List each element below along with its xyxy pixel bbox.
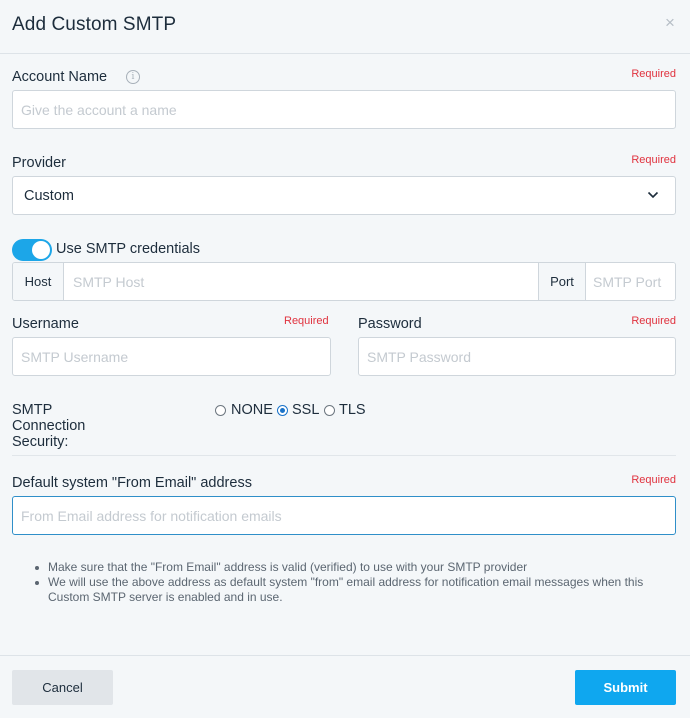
smtp-port-input[interactable] — [586, 263, 675, 300]
from-email-label: Default system "From Email" address — [12, 475, 252, 491]
modal-title: Add Custom SMTP — [12, 14, 177, 35]
provider-label: Provider — [12, 155, 66, 171]
provider-select[interactable] — [12, 176, 676, 215]
radio-tls[interactable] — [324, 405, 335, 416]
smtp-host-input[interactable] — [64, 263, 538, 300]
password-label: Password — [358, 316, 422, 332]
password-input[interactable] — [358, 337, 676, 376]
note-item: Make sure that the "From Email" address is valid (verified) to use with your SMTP provider — [48, 560, 678, 575]
username-label: Username — [12, 316, 79, 332]
port-addon-label: Port — [538, 263, 586, 300]
password-required: Required — [631, 315, 676, 327]
help-notes — [48, 560, 678, 605]
toggle-knob — [32, 241, 50, 259]
provider-required: Required — [631, 154, 676, 166]
provider-selected-value: Custom — [24, 188, 74, 204]
modal-header — [0, 0, 690, 54]
cancel-button[interactable]: Cancel — [12, 670, 113, 705]
submit-button[interactable]: Submit — [575, 670, 676, 705]
section-divider — [12, 455, 676, 456]
info-icon[interactable]: i — [126, 70, 140, 84]
chevron-down-icon — [647, 189, 659, 201]
note-item: We will use the above address as default system "from" email address for notification email messages when this Custom SMTP server is enabled and in use. — [48, 575, 678, 605]
smtp-credentials-label: Use SMTP credentials — [56, 241, 200, 257]
host-addon-label: Host — [13, 263, 64, 300]
radio-none[interactable] — [215, 405, 226, 416]
modal-footer — [0, 655, 690, 718]
from-email-required: Required — [631, 474, 676, 486]
radio-tls-label[interactable]: TLS — [339, 402, 366, 418]
radio-none-label[interactable]: NONE — [231, 402, 273, 418]
radio-ssl-label[interactable]: SSL — [292, 402, 320, 418]
username-required: Required — [284, 315, 329, 327]
smtp-credentials-toggle[interactable] — [12, 239, 52, 261]
radio-ssl[interactable] — [277, 405, 288, 416]
account-name-label: Account Name — [12, 69, 108, 85]
close-icon[interactable]: × — [665, 13, 675, 32]
account-name-required: Required — [631, 68, 676, 80]
host-port-group — [12, 262, 676, 301]
from-email-input[interactable] — [12, 496, 676, 535]
connection-security-label: SMTP Connection Security: — [12, 402, 86, 450]
username-input[interactable] — [12, 337, 331, 376]
account-name-input[interactable] — [12, 90, 676, 129]
